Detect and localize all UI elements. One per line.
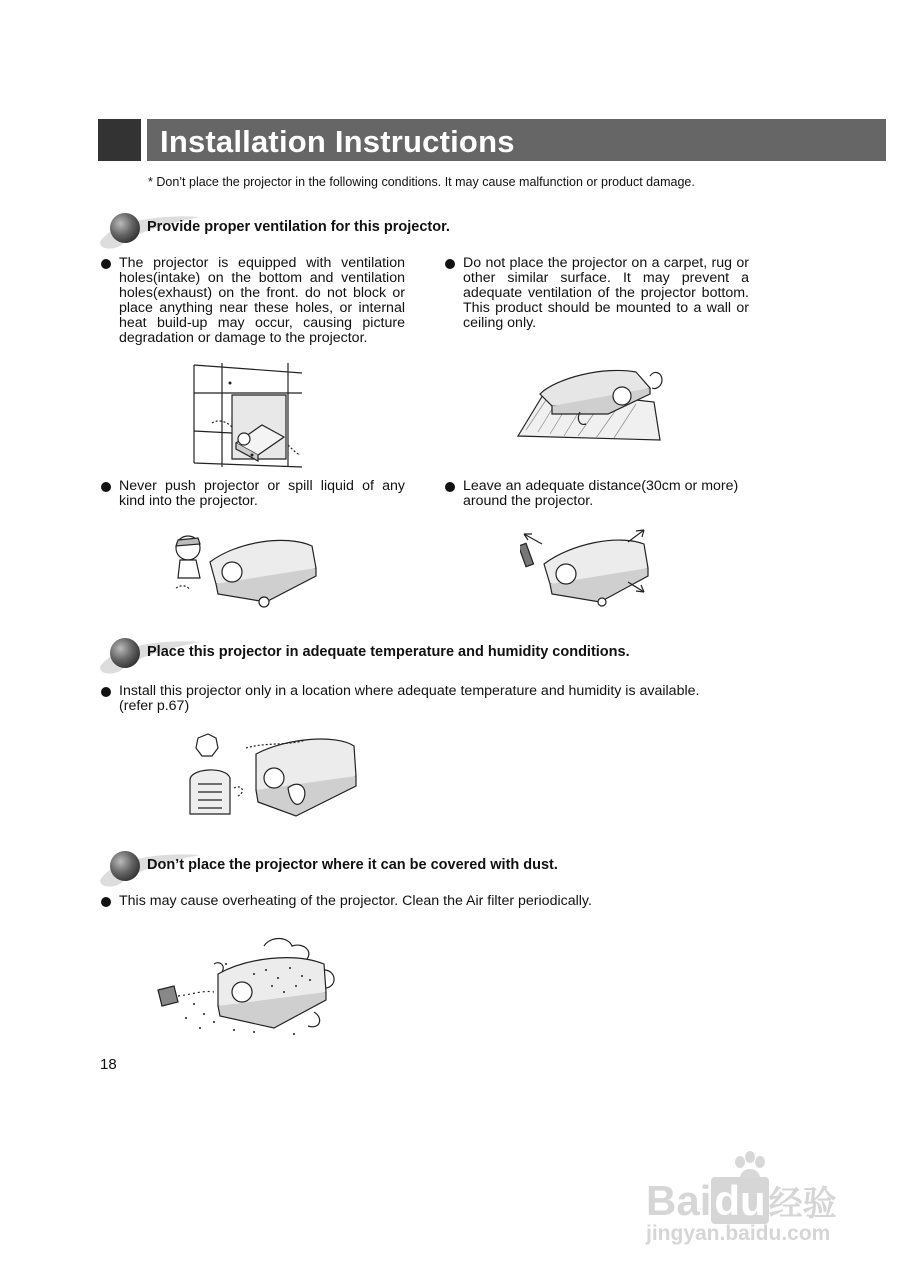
bullet-text: Install this projector only in a location where adequate temperature and humidity is available. xyxy=(119,683,700,699)
bullet-text: Do not place the projector on a carpet, rug or other similar surface. It may prevent a adequate ventilation of the projector bottom. This product should be mounted to a wall or ceiling only. xyxy=(463,255,749,331)
bullet-dot-icon xyxy=(101,259,111,269)
baidu-watermark xyxy=(646,1150,846,1250)
section-title: Don’t place the projector where it can be covered with dust. xyxy=(147,857,558,873)
heater-illustration xyxy=(186,728,358,818)
bullet-dot-icon xyxy=(445,482,455,492)
spill-illustration xyxy=(166,532,320,612)
watermark-url: jingyan.baidu.com xyxy=(646,1222,831,1245)
distance-illustration xyxy=(520,528,652,608)
page-title: Installation Instructions xyxy=(160,124,515,159)
section-title: Place this projector in adequate temperature and humidity conditions. xyxy=(147,644,630,660)
bullet-dot-icon xyxy=(101,897,111,907)
bullet-dot-icon xyxy=(101,482,111,492)
bullet-dot-icon xyxy=(445,259,455,269)
section-heading-dust xyxy=(96,850,696,890)
bullet-text: The projector is equipped with ventilation holes(intake) on the bottom and ventilation holes(exhaust) on the front. do not block or place anything near these holes, or internal heat build-up may occur, causing picture degradation or damage to the projector. xyxy=(119,255,405,346)
watermark-brand-right: du xyxy=(711,1177,768,1224)
bullet-dot-icon xyxy=(101,687,111,697)
bullet-text: Never push projector or spill liquid of any kind into the projector. xyxy=(119,478,405,509)
bullet-text: This may cause overheating of the projector. Clean the Air filter periodically. xyxy=(119,893,592,909)
dust-illustration xyxy=(154,934,340,1038)
bullet-text-ref: (refer p.67) xyxy=(119,698,190,714)
watermark-brand-left: Bai xyxy=(646,1177,712,1224)
section-heading-temperature xyxy=(96,637,696,677)
intro-note: * Don’t place the projector in the following conditions. It may cause malfunction or product damage. xyxy=(148,175,695,189)
page-number: 18 xyxy=(100,1056,117,1073)
wall-vent-illustration xyxy=(192,363,304,469)
bullet-text: Leave an adequate distance(30cm or more) around the projector. xyxy=(463,478,739,509)
carpet-illustration xyxy=(516,362,668,446)
watermark-chinese: 经验 xyxy=(768,1185,837,1223)
section-heading-ventilation xyxy=(96,212,696,252)
header-block xyxy=(98,119,141,161)
section-title: Provide proper ventilation for this projector. xyxy=(147,219,450,235)
